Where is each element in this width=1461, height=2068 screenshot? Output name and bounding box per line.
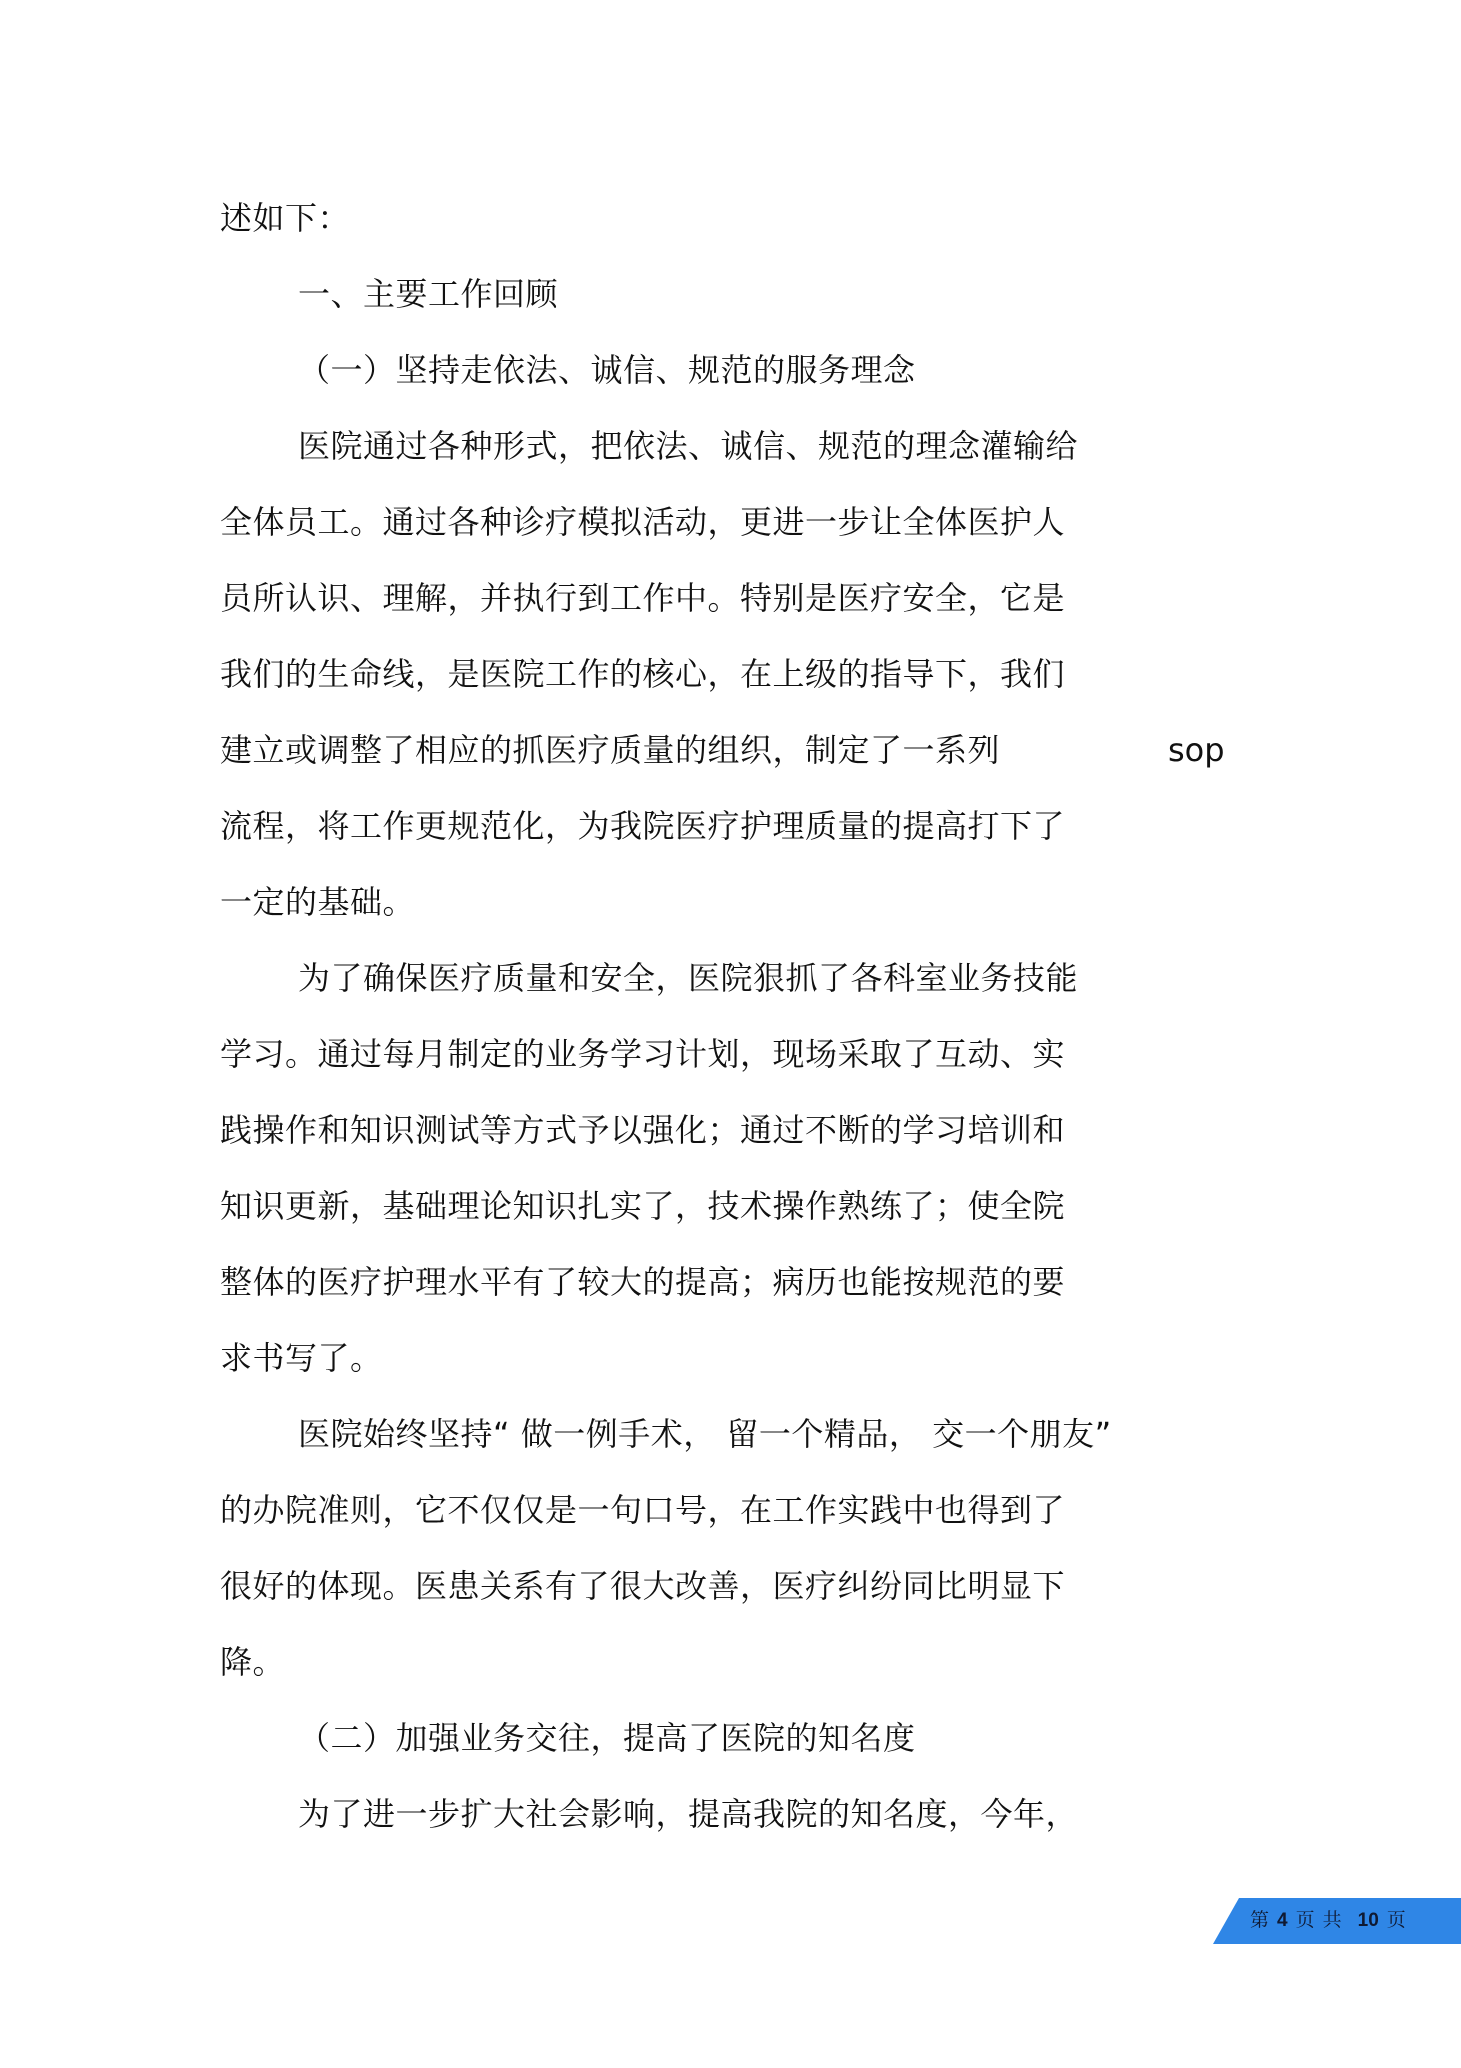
text-line: 一定的基础。	[220, 883, 416, 921]
text-line: 求书写了。	[220, 1339, 383, 1377]
text-line: 很好的体现。医患关系有了很大改善，医疗纠纷同比明显下	[220, 1567, 1066, 1605]
text-line: 知识更新，基础理论知识扎实了，技术操作熟练了；使全院	[220, 1187, 1066, 1225]
text-line: 述如下：	[220, 199, 351, 237]
current-page-number: 4	[1277, 1910, 1288, 1931]
text-line: 整体的医疗护理水平有了较大的提高；病历也能按规范的要	[220, 1263, 1066, 1301]
text-line: 降。	[220, 1643, 286, 1681]
subsection-heading: （一）坚持走依法、诚信、规范的服务理念	[298, 351, 916, 389]
text-line: 为了确保医疗质量和安全，医院狠抓了各科室业务技能	[298, 959, 1079, 997]
text-line: 全体员工。通过各种诊疗模拟活动，更进一步让全体医护人	[220, 503, 1066, 541]
text-line: 为了进一步扩大社会影响，提高我院的知名度，今年，	[298, 1795, 1079, 1833]
text-line: 医院始终坚持“ 做一例手术， 留一个精品， 交一个朋友”	[298, 1415, 1112, 1453]
text-line: 践操作和知识测试等方式予以强化；通过不断的学习培训和	[220, 1111, 1066, 1149]
text-line: 医院通过各种形式，把依法、诚信、规范的理念灌输给	[298, 427, 1079, 465]
page-prefix: 第	[1250, 1910, 1270, 1931]
section-heading: 一、主要工作回顾	[298, 275, 559, 313]
text-line: 流程，将工作更规范化，为我院医疗护理质量的提高打下了	[220, 807, 1066, 845]
text-line: 建立或调整了相应的抓医疗质量的组织，制定了一系列	[220, 731, 1001, 769]
text-line: 的办院准则，它不仅仅是一句口号，在工作实践中也得到了	[220, 1491, 1066, 1529]
text-line: 员所认识、理解，并执行到工作中。特别是医疗安全，它是	[220, 579, 1066, 617]
total-pages-number: 10	[1357, 1910, 1379, 1931]
page-word: 页	[1295, 1910, 1315, 1931]
text-line: 学习。通过每月制定的业务学习计划，现场采取了互动、实	[220, 1035, 1066, 1073]
page-indicator	[1250, 1908, 1406, 1934]
page-suffix: 页	[1386, 1910, 1406, 1931]
subsection-heading: （二）加强业务交往，提高了医院的知名度	[298, 1719, 916, 1757]
total-word: 共	[1322, 1910, 1342, 1931]
text-line: 我们的生命线，是医院工作的核心，在上级的指导下，我们	[220, 655, 1066, 693]
sop-term: sop	[1168, 731, 1225, 769]
